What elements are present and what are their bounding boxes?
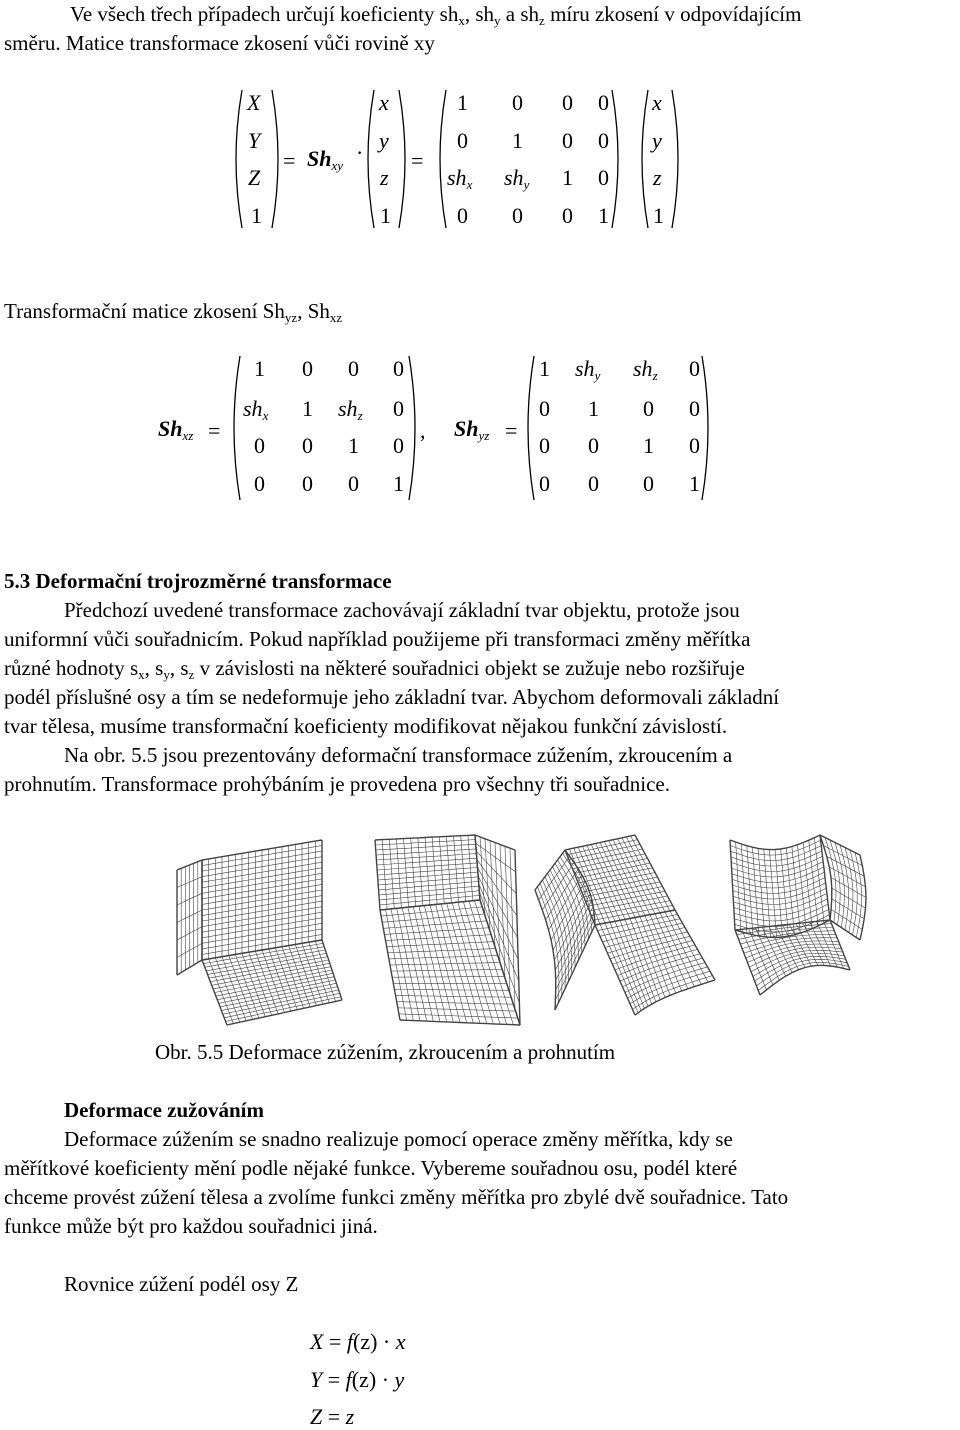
left-paren: [358, 88, 378, 230]
intro-line-2: směru. Matice transformace zkosení vůči rovině xy: [4, 31, 435, 55]
m1-cell: 0: [457, 128, 468, 153]
m2-cell: 0: [254, 471, 265, 496]
m2-cell: 0: [254, 433, 265, 458]
m2-cell: 0: [302, 471, 313, 496]
intro-text: a sh: [500, 2, 540, 26]
para-line: chceme provést zúžení tělesa a zvolíme funkci změny měřítka pro zbylé dvě souřadnice. Tato: [4, 1185, 789, 1209]
m1-cell-shx: $sh_x$: [447, 165, 473, 192]
m1-cell: 0: [512, 203, 523, 228]
m3-cell: 0: [588, 433, 599, 458]
lhs-1: 1: [251, 203, 262, 228]
m1-cell: 1: [598, 203, 609, 228]
sh-xy-label: $Sh_{xy}$: [307, 146, 344, 173]
m1-cell: 0: [598, 165, 609, 190]
para-line: Na obr. 5.5 jsou prezentovány deformační transformace zúžením, zkroucením a: [64, 743, 733, 767]
vec-z: z: [380, 165, 389, 190]
section-heading: 5.3 Deformační trojrozměrné transformace: [4, 569, 392, 593]
dot-operator: ·: [356, 140, 364, 165]
m1-cell: 0: [598, 128, 609, 153]
m3-cell: 0: [643, 471, 654, 496]
right-bracket: [698, 354, 718, 502]
m1-cell: 0: [562, 90, 573, 115]
m1-cell: 1: [562, 165, 573, 190]
left-bracket: [518, 354, 538, 502]
right-paren: [608, 88, 628, 230]
bent-cube-image: [525, 830, 725, 1030]
intro-text: , sh: [464, 2, 495, 26]
intro-line-1: [70, 0, 801, 29]
m3-cell: 0: [643, 396, 654, 421]
sub-y: y: [494, 13, 501, 28]
sh-yz-label: $Sh_{yz}$: [454, 416, 490, 443]
para-line: funkce může být pro každou souřadnici jiná.: [4, 1214, 378, 1238]
taper-equation-label: Rovnice zúžení podél osy Z: [64, 1272, 299, 1296]
para-line: uniformní vůči souřadnicím. Pokud například použijeme při transformaci změny měřítka: [4, 627, 751, 651]
figure-caption: Obr. 5.5 Deformace zúžením, zkroucením a prohnutím: [155, 1040, 616, 1064]
shear-matrices-label: Transformační matice zkosení $Sh_{yz}$, $Sh_{xz}$: [4, 299, 343, 325]
m2-cell: 0: [393, 396, 404, 421]
left-paren: [226, 88, 246, 230]
m2-cell: 0: [393, 356, 404, 381]
para-line: měřítkové koeficienty mění podle nějaké funkce. Vybereme souřadnou osu, podél které: [4, 1156, 738, 1180]
equals-sign: =: [411, 148, 424, 173]
m3-cell: 0: [689, 396, 700, 421]
m3-cell: 1: [539, 356, 550, 381]
subsection-heading: Deformace zužováním: [64, 1098, 265, 1122]
intro-text: Ve všech třech případech určují koeficienty sh: [70, 2, 459, 26]
m2-cell: 0: [393, 433, 404, 458]
para-line: Deformace zúžením se snadno realizuje pomocí operace změny měřítka, kdy se: [64, 1127, 733, 1151]
m3-cell: 0: [539, 396, 550, 421]
rhs-z: z: [653, 165, 662, 190]
para-line: prohnutím. Transformace prohýbáním je provedena pro všechny tři souřadnice.: [4, 772, 671, 796]
comma: ,: [420, 418, 426, 443]
vec-y: y: [379, 128, 389, 153]
rhs-1: 1: [653, 203, 664, 228]
m2-cell: 0: [348, 471, 359, 496]
left-paren: [632, 88, 652, 230]
equals-sign: =: [208, 418, 221, 443]
left-paren: [430, 88, 450, 230]
right-paren: [668, 88, 688, 230]
m3-cell: 0: [539, 433, 550, 458]
m1-cell: 0: [512, 90, 523, 115]
para-line: Předchozí uvedené transformace zachovávají základní tvar objektu, protože jsou: [64, 598, 740, 622]
m2-cell-shz: $sh_z$: [338, 396, 363, 423]
m2-cell-shx: $sh_x$: [243, 396, 269, 423]
m3-cell: 0: [588, 471, 599, 496]
rhs-y: y: [652, 128, 662, 153]
m2-cell: 0: [302, 433, 313, 458]
left-bracket: [224, 354, 244, 502]
lhs-X: X: [247, 90, 261, 115]
m1-cell: 0: [562, 203, 573, 228]
vec-x: x: [379, 90, 389, 115]
eq-line-Z: Z = z: [310, 1404, 355, 1429]
para-line: různé hodnoty $s_x$, $s_y$, $s_z$ v závislosti na některé souřadnici objekt se zužuje nebo rozšiřuje: [4, 656, 745, 682]
twisted-cube-image: [355, 830, 535, 1030]
sub-x: x: [458, 13, 465, 28]
rhs-x: x: [652, 90, 662, 115]
sh-xz-label: $Sh_{xz}$: [158, 416, 194, 443]
m1-cell-shy: $sh_y$: [504, 165, 530, 192]
lhs-Z: Z: [248, 165, 261, 190]
eq-line-X: X = f(z) · x: [310, 1329, 406, 1354]
m3-cell: 0: [539, 471, 550, 496]
para-line: podél příslušné osy a tím se nedeformuje jeho základní tvar. Abychom deformovali základní: [4, 685, 780, 709]
m2-cell: 0: [348, 356, 359, 381]
m2-cell: 1: [393, 471, 404, 496]
m2-cell: 1: [254, 356, 265, 381]
lhs-Y: Y: [248, 128, 261, 153]
para-line: tvar tělesa, musíme transformační koeficienty modifikovat nějakou funkční závislostí.: [4, 714, 728, 738]
m1-cell: 0: [457, 203, 468, 228]
m3-cell: 0: [689, 433, 700, 458]
m1-cell: 0: [598, 90, 609, 115]
m3-cell: 1: [588, 396, 599, 421]
tapered-cube-image: [172, 830, 362, 1030]
m2-cell: 1: [348, 433, 359, 458]
m2-cell: 0: [302, 356, 313, 381]
intro-text: míru zkosení v odpovídajícím: [544, 2, 802, 26]
m3-cell: 1: [689, 471, 700, 496]
equals-sign: =: [505, 418, 518, 443]
m3-cell-shz: $sh_z$: [633, 356, 658, 383]
m1-cell: 1: [457, 90, 468, 115]
m3-cell: 1: [643, 433, 654, 458]
m1-cell: 0: [562, 128, 573, 153]
sub-z: z: [539, 13, 545, 28]
equals-sign: =: [283, 148, 296, 173]
m3-cell: 0: [689, 356, 700, 381]
m1-cell: 1: [512, 128, 523, 153]
m3-cell-shy: $sh_y$: [575, 356, 601, 383]
bent-cube-2-image: [710, 820, 870, 1020]
eq-line-Y: Y = f(z) · y: [310, 1367, 405, 1392]
m2-cell: 1: [302, 396, 313, 421]
vec-1: 1: [380, 203, 391, 228]
